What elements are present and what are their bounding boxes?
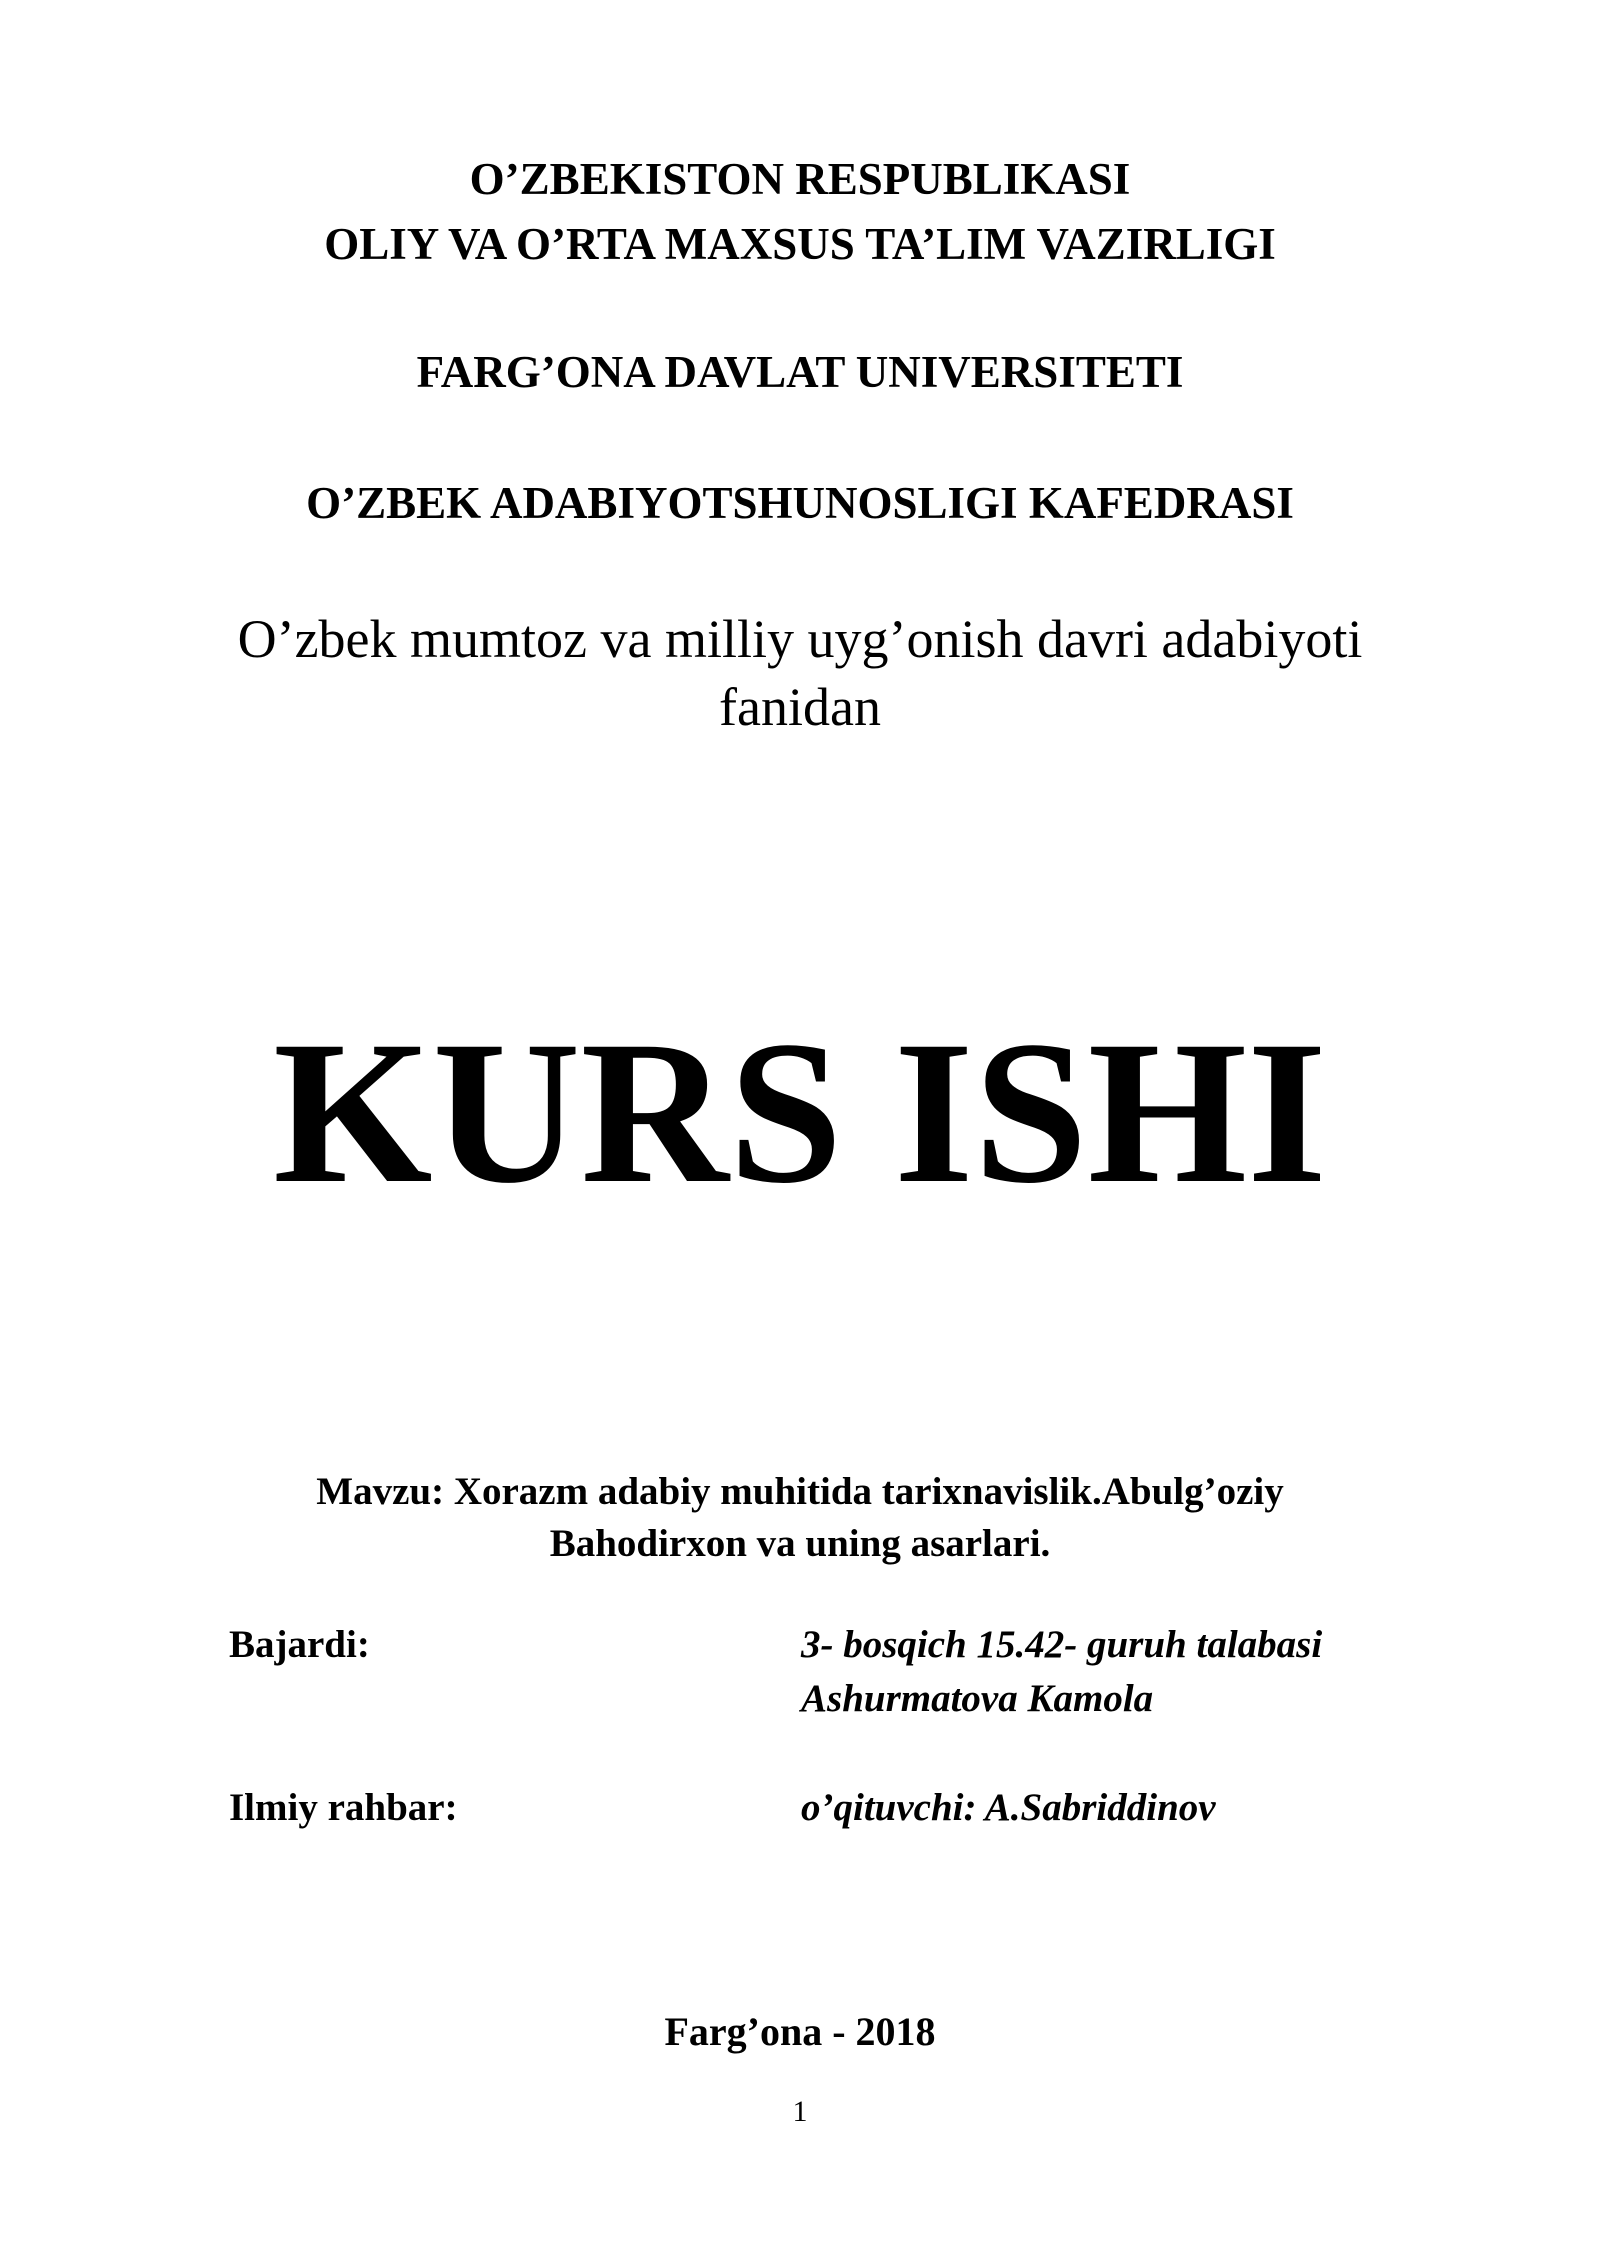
page-number: 1 — [792, 2095, 808, 2128]
topic-line2: Bahodirxon va uning asarlari. — [549, 1522, 1051, 1565]
ministry-name-line: OLIY VA O’RTA MAXSUS TA’LIM VAZIRLIGI — [324, 219, 1276, 269]
performer-name: Ashurmatova Kamola — [801, 1677, 1154, 1720]
performer-label: Bajardi: — [229, 1623, 370, 1666]
advisor-label: Ilmiy rahbar: — [229, 1786, 458, 1829]
department-name: O’ZBEK ADABIYOTSHUNOSLIGI KAFEDRASI — [306, 478, 1294, 528]
document-title: KURS ISHI — [273, 999, 1327, 1226]
ministry-country-line: O’ZBEKISTON RESPUBLIKASI — [469, 154, 1131, 204]
topic-line1: Mavzu: Xorazm adabiy muhitida tarixnavislik.Abulg’oziy — [316, 1470, 1284, 1513]
place-and-year: Farg’ona - 2018 — [664, 2009, 936, 2054]
performer-group: 3- bosqich 15.42- guruh talabasi — [801, 1623, 1323, 1666]
advisor-name: o’qituvchi: A.Sabriddinov — [801, 1786, 1216, 1829]
course-subject-line2: fanidan — [719, 677, 881, 737]
university-name: FARG’ONA DAVLAT UNIVERSITETI — [416, 347, 1184, 397]
course-subject-line1: O’zbek mumtoz va milliy uyg’onish davri adabiyoti — [237, 609, 1363, 669]
